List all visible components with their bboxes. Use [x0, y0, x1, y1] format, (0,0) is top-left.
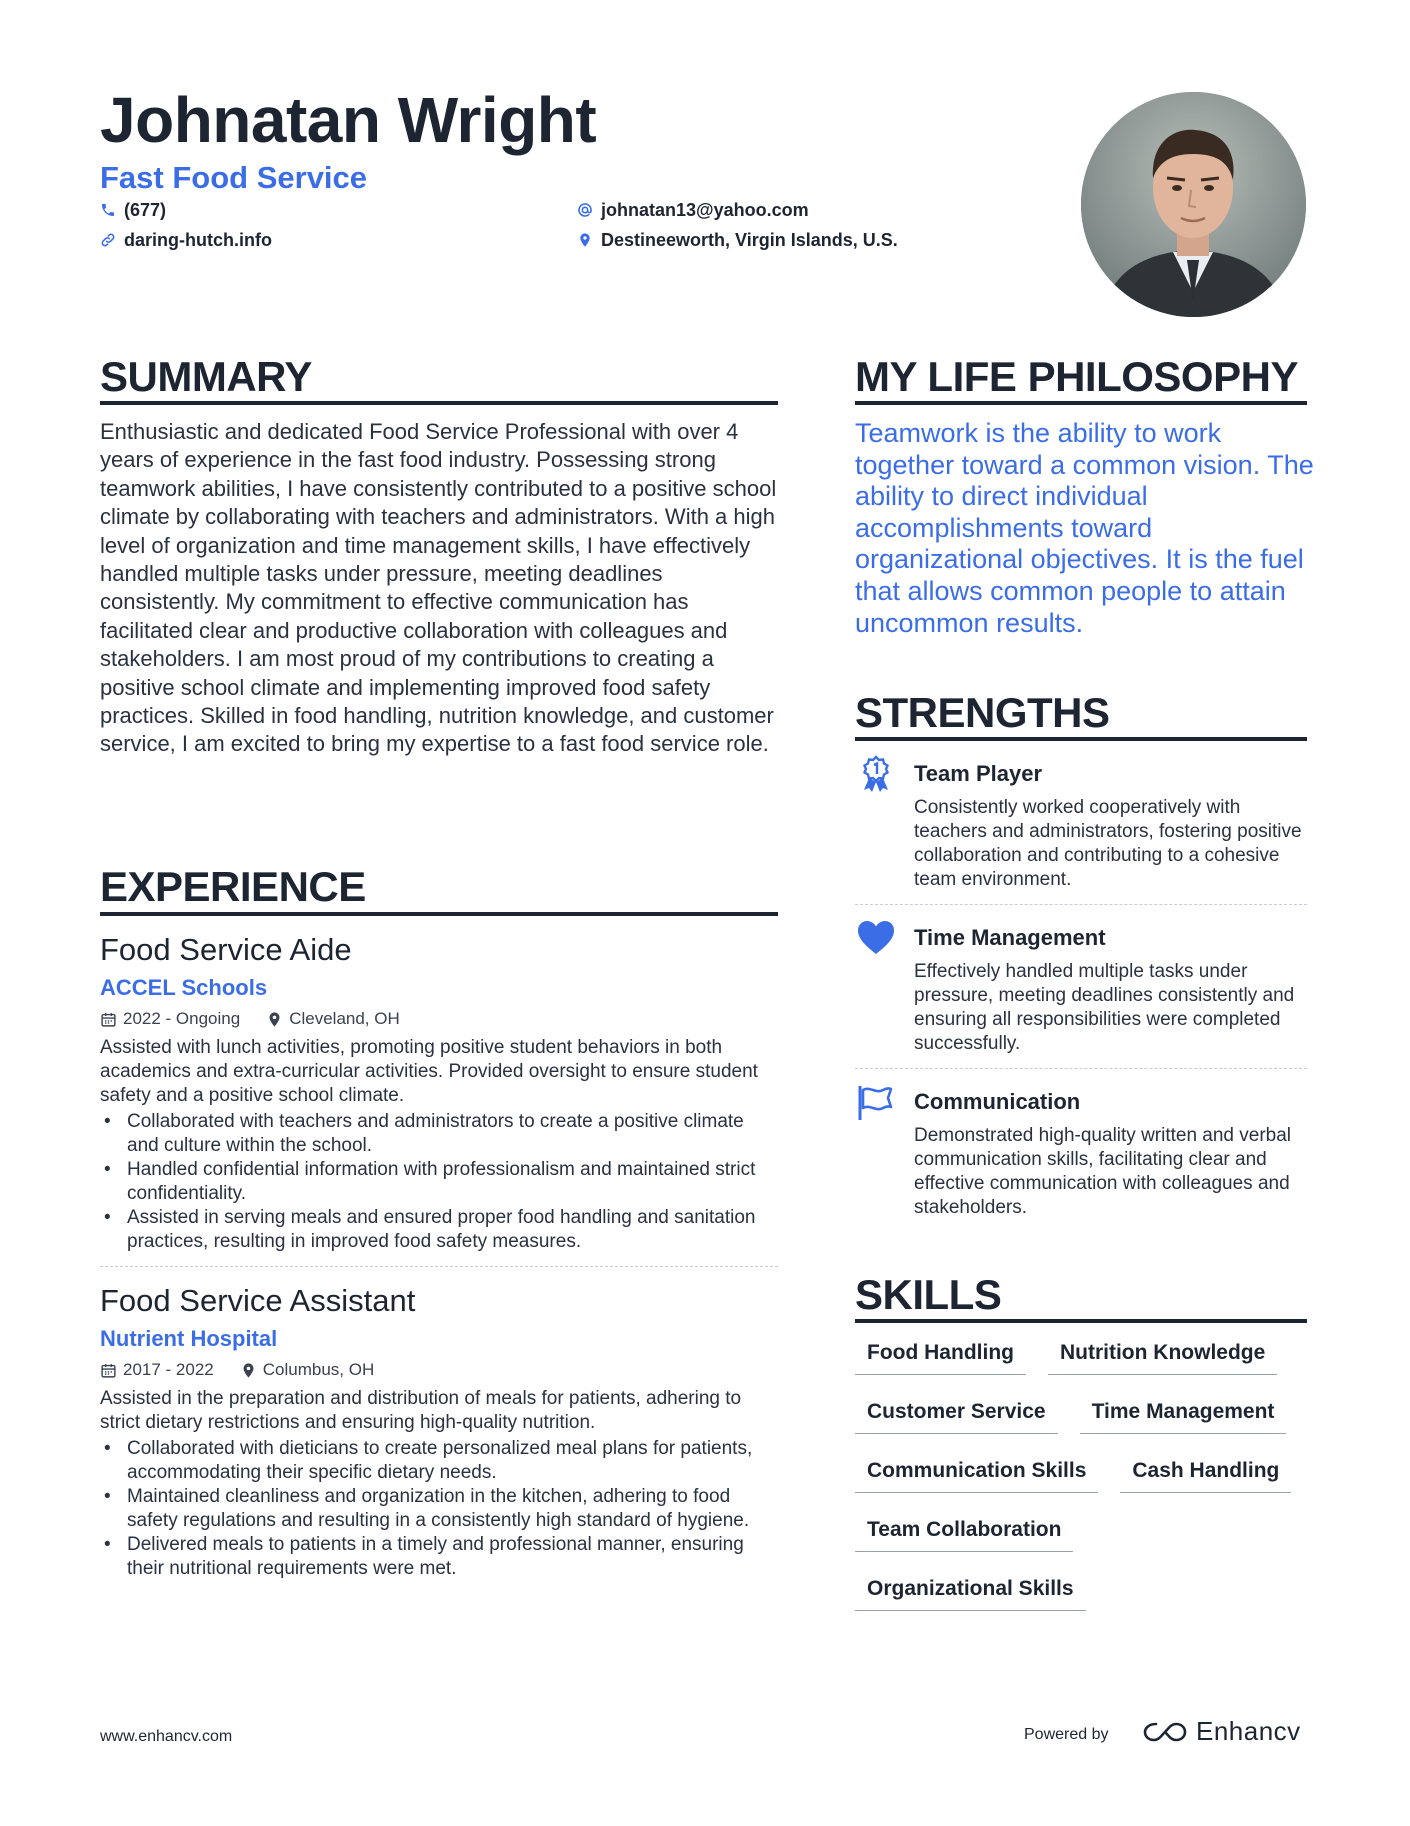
award-ribbon-icon [856, 754, 896, 794]
contact-location [577, 228, 898, 252]
summary-heading: SUMMARY [100, 353, 312, 400]
job-bullet: • Delivered meals to patients in a timely and professional manner, ensuring their nutritional requirements were met. [100, 1533, 780, 1581]
link-icon [100, 232, 116, 248]
website-text: daring-hutch.info [124, 230, 272, 250]
job-meta [100, 1359, 374, 1381]
candidate-title: Fast Food Service [100, 160, 368, 195]
strengths-heading: STRENGTHS [855, 689, 1110, 736]
philosophy-divider [855, 401, 1307, 405]
summary-text: Enthusiastic and dedicated Food Service Professional with over 4 years of experience in the fast food industry. Possessing strong teamwork abilities, I have consistently contributed to a positive school climate by collaborating with teachers and administrators. With a high level of organization and time management skills, I have effectively handled multiple tasks under pressure, meeting deadlines consistently. My commitment to effective communication has facilitated clear and productive collaboration with colleagues and stakeholders. I am most proud of my contributions to creating a positive school climate and implementing improved food safety practices. Skilled in food handling, nutrition knowledge, and customer service, I am excited to bring my expertise to a fast food service role. [100, 419, 777, 757]
job-dates: 2017 - 2022 [123, 1360, 214, 1379]
flag-icon [856, 1082, 896, 1122]
heart-icon [856, 918, 896, 958]
skill-row [855, 1458, 1325, 1493]
job-company: ACCEL Schools [100, 975, 268, 1000]
strength-title: Time Management [914, 925, 1106, 950]
enhancv-brand-text: Enhancv [1196, 1716, 1301, 1746]
job-bullet: • Collaborated with teachers and administrators to create a positive climate and culture within the school. [100, 1110, 780, 1158]
job-company: Nutrient Hospital [100, 1326, 278, 1351]
job-location: Columbus, OH [262, 1360, 375, 1379]
strength-description: Demonstrated high-quality written and verbal communication skills, facilitating clear and effective communication with colleagues and stakeholders. [914, 1125, 1292, 1218]
experience-divider [100, 912, 778, 916]
calendar-icon [100, 1362, 117, 1379]
candidate-name: Johnatan Wright [100, 84, 597, 156]
summary-divider [100, 401, 778, 405]
job-bullet: • Collaborated with dieticians to create personalized meal plans for patients, accommodating their specific dietary needs. [100, 1437, 780, 1485]
strength-description: Consistently worked cooperatively with teachers and administrators, fostering positive collaboration and contributing to a cohesive team environment. [914, 797, 1302, 890]
skill-tag: Nutrition Knowledge [1048, 1340, 1277, 1375]
skill-row [855, 1399, 1325, 1434]
contact-email[interactable] [577, 198, 809, 222]
map-pin-icon [266, 1011, 283, 1028]
skills-heading: SKILLS [855, 1271, 1002, 1318]
philosophy-heading: MY LIFE PHILOSOPHY [855, 353, 1298, 400]
job-bullet-list [100, 1110, 780, 1254]
strength-title: Team Player [914, 761, 1043, 786]
profile-portrait-illustration [1081, 92, 1306, 317]
skill-tag: Organizational Skills [855, 1576, 1086, 1611]
footer-powered-by: Powered by [1024, 1726, 1109, 1743]
job-role: Food Service Aide [100, 932, 352, 967]
skill-row [855, 1576, 1325, 1611]
philosophy-quote: Teamwork is the ability to work together toward a common vision. The ability to direct individual accomplishments toward organizational objectives. It is the fuel that allows common people to attain uncommon results. [855, 418, 1314, 638]
skills-list [855, 1340, 1325, 1635]
at-icon [577, 202, 593, 218]
job-dates: 2022 - Ongoing [123, 1009, 241, 1028]
skill-tag: Customer Service [855, 1399, 1058, 1434]
map-pin-icon [240, 1362, 257, 1379]
job-bullet: • Maintained cleanliness and organization in the kitchen, adhering to food safety regulations and resulting in a consistently high standard of hygiene. [100, 1485, 780, 1533]
job-location: Cleveland, OH [289, 1009, 400, 1028]
skill-row [855, 1517, 1325, 1552]
calendar-icon [100, 1011, 117, 1028]
job-description: Assisted in the preparation and distribution of meals for patients, adhering to strict dietary restrictions and ensuring high-quality nutrition. [100, 1388, 742, 1433]
enhancv-logo[interactable] [1142, 1716, 1301, 1747]
strength-description: Effectively handled multiple tasks under pressure, meeting deadlines consistently and ensuring all responsibilities were completed successfully. [914, 961, 1295, 1054]
job-separator [100, 1266, 778, 1267]
map-pin-icon [577, 232, 593, 248]
contact-phone [100, 198, 166, 222]
strength-separator [855, 1068, 1307, 1069]
skills-divider [855, 1319, 1307, 1323]
job-bullet: • Handled confidential information with professionalism and maintained strict confidentiality. [100, 1158, 780, 1206]
footer-website[interactable]: www.enhancv.com [100, 1728, 233, 1745]
phone-text: (677) [124, 200, 167, 220]
job-description: Assisted with lunch activities, promoting positive student behaviors in both academics and extra-curricular activities. Provided oversight to ensure student safety and a positive school climate. [100, 1037, 758, 1106]
enhancv-logo-icon [1142, 1720, 1188, 1744]
strength-separator [855, 904, 1307, 905]
contact-website[interactable] [100, 228, 272, 252]
skill-row [855, 1340, 1325, 1375]
skill-tag: Cash Handling [1120, 1458, 1291, 1493]
strengths-divider [855, 737, 1307, 741]
email-text: johnatan13@yahoo.com [601, 200, 809, 220]
strength-title: Communication [914, 1089, 1081, 1114]
location-text: Destineeworth, Virgin Islands, U.S. [601, 230, 898, 250]
phone-icon [100, 202, 116, 218]
skill-tag: Time Management [1080, 1399, 1287, 1434]
experience-heading: EXPERIENCE [100, 863, 366, 910]
job-meta [100, 1008, 400, 1030]
job-bullet: • Assisted in serving meals and ensured proper food handling and sanitation practices, resulting in improved food safety measures. [100, 1206, 780, 1254]
skill-tag: Team Collaboration [855, 1517, 1073, 1552]
profile-photo [1081, 92, 1306, 317]
skill-tag: Communication Skills [855, 1458, 1098, 1493]
job-role: Food Service Assistant [100, 1283, 416, 1318]
job-bullet-list [100, 1437, 780, 1581]
skill-tag: Food Handling [855, 1340, 1026, 1375]
